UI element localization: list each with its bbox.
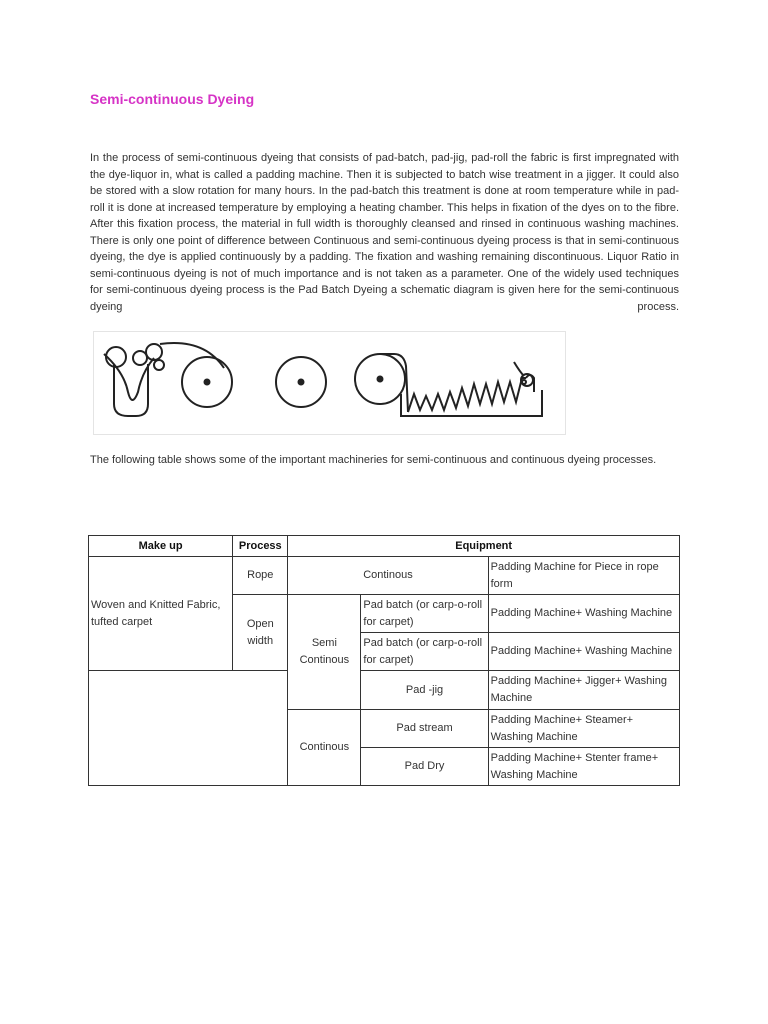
technique-pad-jig: Pad -jig [361, 671, 488, 710]
method-semi-continous: Semi Continous [288, 595, 361, 710]
equipment-table [88, 535, 680, 786]
padding-roller-small [154, 360, 164, 370]
page-title: Semi-continuous Dyeing [90, 91, 255, 107]
final-roller [522, 380, 526, 384]
technique-pad-batch-2: Pad batch (or carp-o-roll for carpet) [361, 633, 488, 671]
equipment-pad-batch-2: Padding Machine+ Washing Machine [488, 633, 679, 671]
equipment-pad-stream: Padding Machine+ Steamer+ Washing Machine [488, 710, 679, 748]
table-row [89, 671, 680, 710]
equipment-pad-jig: Padding Machine+ Jigger+ Washing Machine [488, 671, 679, 710]
header-makeup: Make up [89, 536, 233, 557]
padding-roller-2 [133, 351, 147, 365]
equipment-pad-batch-1: Padding Machine+ Washing Machine [488, 595, 679, 633]
pad-batch-schematic [93, 331, 566, 435]
padding-roller-1 [106, 347, 126, 367]
table-caption: The following table shows some of the important machineries for semi-continuous and continuous dyeing processes. [90, 454, 657, 466]
method-continous-rope: Continous [288, 557, 488, 595]
washing-zigzag [408, 378, 526, 412]
header-process: Process [233, 536, 288, 557]
process-open-width: Open width [233, 595, 288, 671]
batch-roll-3-hub [378, 377, 383, 382]
table-row [89, 557, 680, 595]
equipment-pad-dry: Padding Machine+ Stenter frame+ Washing Machine [488, 748, 679, 786]
table-header-row [89, 536, 680, 557]
padding-roller-3 [146, 344, 162, 360]
batch-roll-1-hub [205, 380, 210, 385]
body-paragraph: In the process of semi-continuous dyeing that consists of pad-batch, pad-jig, pad-roll the fabric is first impregnated with the dye-liquor in, what is called a padding machine. Then it is subjected to batch wise treatment in a jigger. It could also be stored with a slow rotation for many hours. In the pad-batch this treatment is done at room temperature while in pad-roll it is done at increased temperature by employing a heating chamber. This helps in fixation of the dyes on to the fibre. After this fixation process, the material in full width is thoroughly cleansed and rinsed in continuous washing machines. There is only one point of difference between Continuous and semi-continuous dyeing process is that in semi-continuous dyeing, the dye is applied continuously by a padding. The fixation and washing remaining discontinuous. Liquor Ratio in semi-continuous dyeing is not of much importance and is not taken as a parameter. One of the widely used techniques for semi-continuous dyeing process is the Pad Batch Dyeing a schematic diagram is given here for the semi-continuous dyeing process. [90, 152, 679, 313]
process-rope: Rope [233, 557, 288, 595]
method-continous: Continous [288, 710, 361, 786]
empty-cell [89, 671, 288, 786]
fabric-to-roller [514, 362, 524, 376]
technique-pad-batch-1: Pad batch (or carp-o-roll for carpet) [361, 595, 488, 633]
technique-pad-dry: Pad Dry [361, 748, 488, 786]
makeup-cell: Woven and Knitted Fabric, tufted carpet [89, 557, 233, 671]
equipment-rope: Padding Machine for Piece in rope form [488, 557, 679, 595]
batch-roll-2-hub [299, 380, 304, 385]
technique-pad-stream: Pad stream [361, 710, 488, 748]
header-equipment: Equipment [288, 536, 680, 557]
fabric-path-1 [160, 343, 224, 368]
